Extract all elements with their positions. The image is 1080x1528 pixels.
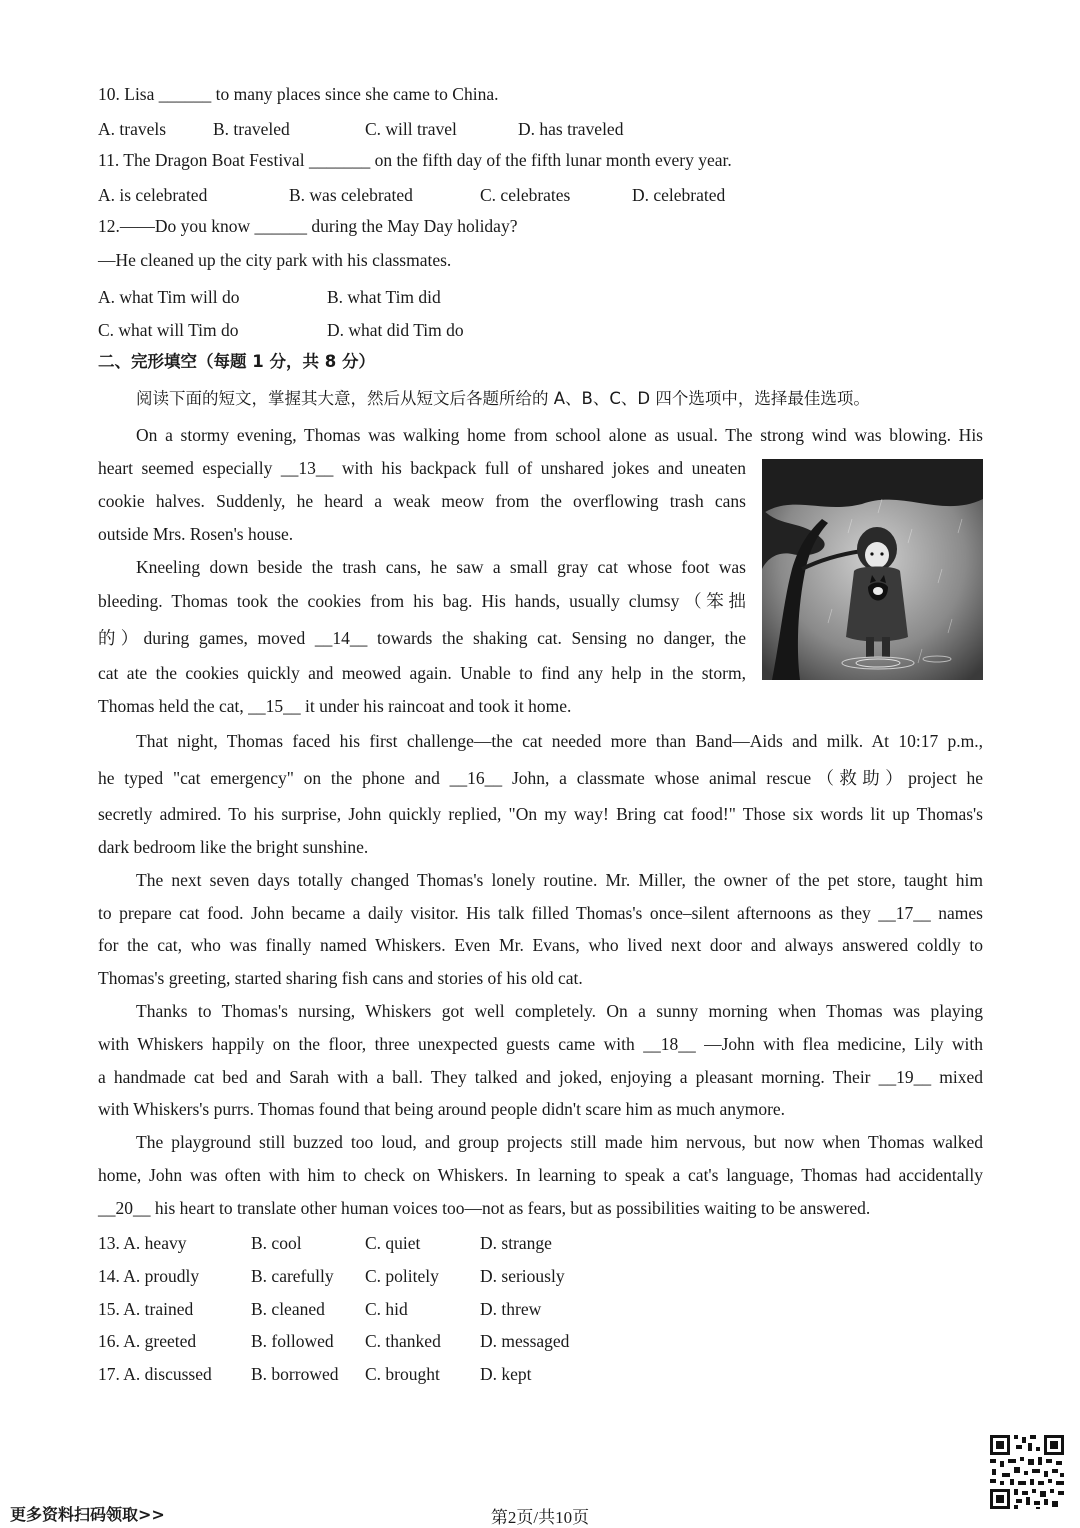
option-a: A. is celebrated <box>98 185 208 205</box>
option-c: C. what will Tim do <box>98 320 239 340</box>
passage-line: heart seemed especially __13__ with his backpack full of unshared jokes and uneaten <box>98 458 746 478</box>
page-number: 第2页/共10页 <box>490 1508 590 1527</box>
option-row-17: 17. A. discussed <box>98 1364 212 1384</box>
option-c: C. celebrates <box>480 185 571 205</box>
option-c: C. brought <box>365 1364 440 1384</box>
passage-illustration <box>762 459 983 680</box>
footer-promo-text: 更多资料扫码领取>> <box>10 1505 165 1524</box>
passage-line: with Whiskers happily on the floor, three unexpected guests came with __18__ —John with flea medicine, Lily with <box>98 1034 983 1054</box>
passage-line: That night, Thomas faced his first challenge—the cat needed more than Band—Aids and milk. At 10:17 p.m., <box>136 731 983 751</box>
option-d: D. strange <box>480 1233 552 1253</box>
option-b: B. borrowed <box>251 1364 339 1384</box>
option-row-16: 16. A. greeted <box>98 1331 197 1351</box>
passage-line: Thomas's greeting, started sharing fish cans and stories of his old cat. <box>98 968 583 988</box>
option-b: B. cool <box>251 1233 302 1253</box>
option-d: D. has traveled <box>518 119 624 139</box>
passage-line: a handmade cat bed and Sarah with a ball. They talked and joked, enjoying a pleasant morning. Their __19__ mixed <box>98 1067 983 1087</box>
option-d: D. seriously <box>480 1266 565 1286</box>
option-d: D. threw <box>480 1299 542 1319</box>
passage-line: Thanks to Thomas's nursing, Whiskers got well completely. On a sunny morning when Thomas was playing <box>136 1001 983 1021</box>
option-d: D. messaged <box>480 1331 570 1351</box>
question-12-stem: 12.——Do you know ______ during the May Day holiday? <box>98 216 518 236</box>
option-c: C. hid <box>365 1299 408 1319</box>
passage-line: he typed "cat emergency" on the phone and __16__ John, a classmate whose animal rescue（救助）project he <box>98 768 983 788</box>
section-heading: 二、完形填空（每题 1 分，共 8 分） <box>98 352 375 371</box>
passage-line: On a stormy evening, Thomas was walking home from school alone as usual. The strong wind was blowing. His <box>136 425 983 445</box>
option-row-13: 13. A. heavy <box>98 1233 187 1253</box>
option-b: B. followed <box>251 1331 334 1351</box>
passage-line: bleeding. Thomas took the cookies from his bag. His hands, usually clumsy（笨拙 <box>98 591 746 611</box>
passage-line: __20__ his heart to translate other human voices too—not as fears, but as possibilities waiting to be answered. <box>98 1198 871 1218</box>
option-b: B. what Tim did <box>327 287 441 307</box>
passage-line: 的）during games, moved __14__ towards the shaking cat. Sensing no danger, the <box>98 628 746 648</box>
option-b: B. traveled <box>213 119 290 139</box>
passage-line: dark bedroom like the bright sunshine. <box>98 837 369 857</box>
passage-line: home, John was often with him to check on Whiskers. In learning to speak a cat's language, Thomas had accidentally <box>98 1165 983 1185</box>
passage-line: with Whiskers's purrs. Thomas found that being around people didn't scare him as much anymore. <box>98 1099 786 1119</box>
option-c: C. quiet <box>365 1233 421 1253</box>
passage-line: The next seven days totally changed Thomas's lonely routine. Mr. Miller, the owner of the pet store, taught him <box>136 870 983 890</box>
qr-code[interactable] <box>988 1433 1066 1511</box>
passage-line: The playground still buzzed too loud, and group projects still made him nervous, but now when Thomas walked <box>136 1132 983 1152</box>
option-row-15: 15. A. trained <box>98 1299 194 1319</box>
passage-line: Kneeling down beside the trash cans, he saw a small gray cat whose foot was <box>136 557 746 577</box>
passage-line: to prepare cat food. John became a daily visitor. His talk filled Thomas's once–silent afternoons as they __17__ names <box>98 903 983 923</box>
option-d: D. celebrated <box>632 185 726 205</box>
passage-line: Thomas held the cat, __15__ it under his raincoat and took it home. <box>98 696 572 716</box>
passage-line: for the cat, who was finally named Whiskers. Even Mr. Evans, who lived next door and always answered coldly to <box>98 935 983 955</box>
option-b: B. was celebrated <box>289 185 413 205</box>
question-10-stem: 10. Lisa ______ to many places since she came to China. <box>98 84 499 104</box>
option-d: D. kept <box>480 1364 532 1384</box>
option-c: C. thanked <box>365 1331 441 1351</box>
option-row-14: 14. A. proudly <box>98 1266 200 1286</box>
option-a: A. travels <box>98 119 167 139</box>
passage-line: cookie halves. Suddenly, he heard a weak meow from the overflowing trash cans <box>98 491 746 511</box>
passage-line: secretly admired. To his surprise, John quickly replied, "On my way! Bring cat food!" Those six words lit up Thomas's <box>98 804 983 824</box>
passage-line: outside Mrs. Rosen's house. <box>98 524 294 544</box>
question-11-stem: 11. The Dragon Boat Festival _______ on the fifth day of the fifth lunar month every year. <box>98 150 732 170</box>
question-12-answer-line: —He cleaned up the city park with his classmates. <box>98 250 452 270</box>
option-d: D. what did Tim do <box>327 320 464 340</box>
option-a: A. what Tim will do <box>98 287 240 307</box>
option-b: B. carefully <box>251 1266 334 1286</box>
option-c: C. will travel <box>365 119 457 139</box>
passage-line: cat ate the cookies quickly and meowed again. Unable to find any help in the storm, <box>98 663 746 683</box>
option-b: B. cleaned <box>251 1299 325 1319</box>
section-instruction: 阅读下面的短文，掌握其大意，然后从短文后各题所给的 A、B、C、D 四个选项中，选择最佳选项。 <box>136 389 870 408</box>
option-c: C. politely <box>365 1266 439 1286</box>
